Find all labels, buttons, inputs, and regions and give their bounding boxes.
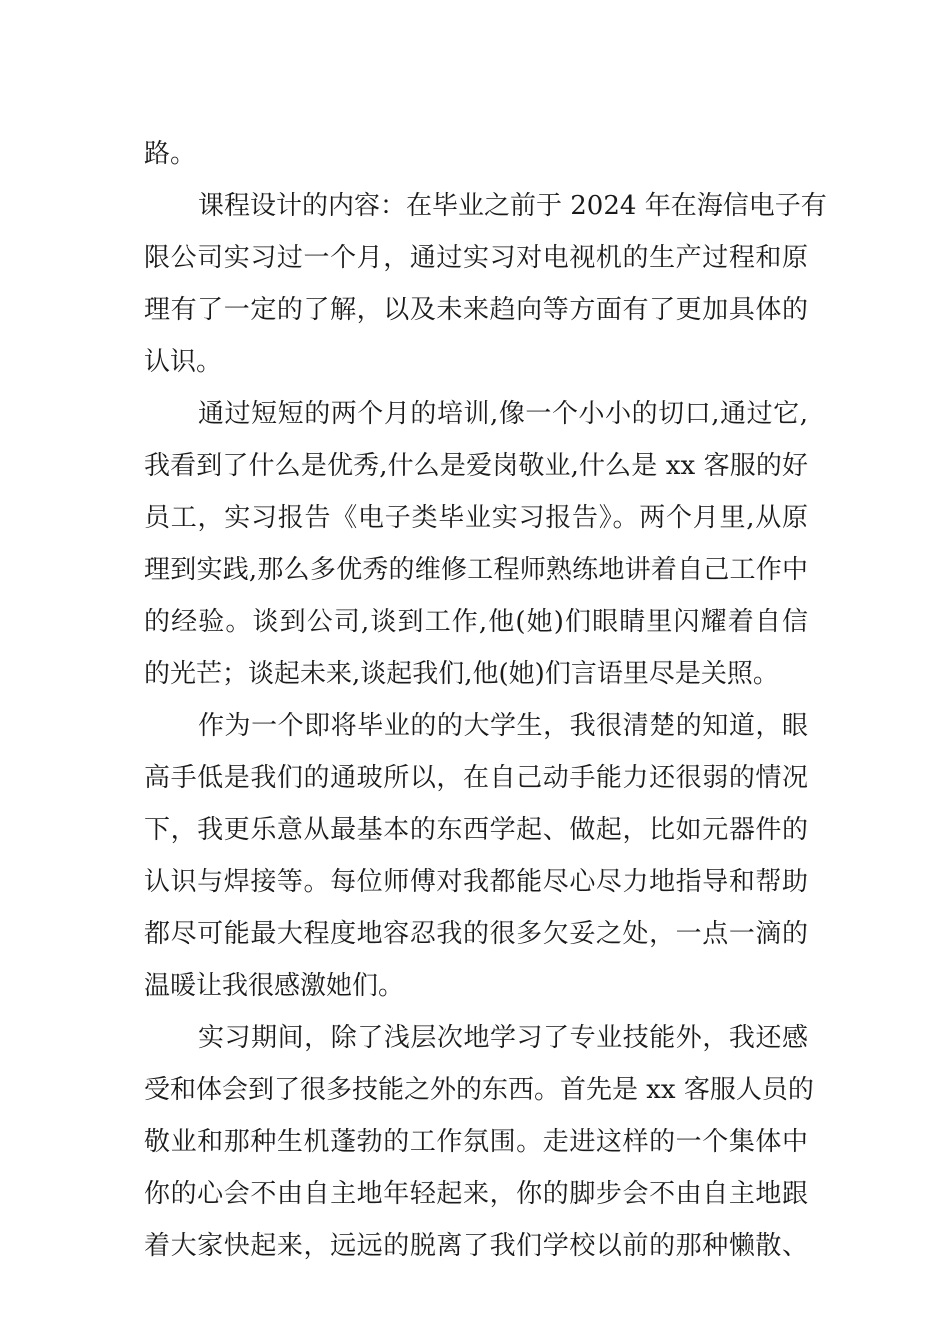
text-line: 高手低是我们的通玻所以，在自己动手能力还很弱的情况 (144, 763, 808, 793)
text-line: 你的心会不由自主地年轻起来，你的脚步会不由自主地跟 (144, 1179, 808, 1209)
paragraph-3 (144, 388, 808, 700)
text-line: 理有了一定的了解，以及未来趋向等方面有了更加具体的 (144, 295, 808, 325)
text-line: 受和体会到了很多技能之外的东西。首先是 xx 客服人员的 (144, 1075, 814, 1105)
text-line: 理到实践,那么多优秀的维修工程师熟练地讲着自己工作中 (144, 555, 808, 585)
text-line: 敬业和那种生机蓬勃的工作氛围。走进这样的一个集体中 (144, 1127, 808, 1157)
paragraph-2 (144, 180, 827, 388)
paragraph-4 (144, 700, 808, 1012)
paragraph-5 (144, 1012, 814, 1272)
text-line: 都尽可能最大程度地容忍我的很多欠妥之处，一点一滴的 (144, 919, 808, 949)
text-line: 认识。 (144, 347, 223, 377)
text-line: 我看到了什么是优秀,什么是爱岗敬业,什么是 xx 客服的好 (144, 451, 808, 481)
text-line: 着大家快起来，远远的脱离了我们学校以前的那种懒散、 (144, 1231, 808, 1261)
text-line: 通过短短的两个月的培训,像一个小小的切口,通过它, (198, 399, 808, 429)
text-line: 的光芒；谈起未来,谈起我们,他(她)们言语里尽是关照。 (144, 659, 779, 689)
text-line: 的经验。谈到公司,谈到工作,他(她)们眼睛里闪耀着自信 (144, 607, 808, 637)
text-line: 员工，实习报告《电子类毕业实习报告》。两个月里,从原 (144, 503, 808, 533)
text-line: 实习期间，除了浅层次地学习了专业技能外，我还感 (198, 1023, 808, 1053)
paragraph-1 (144, 128, 808, 180)
text-line: 作为一个即将毕业的的大学生，我很清楚的知道，眼 (198, 711, 808, 741)
document-body (144, 128, 827, 1272)
text-line: 下，我更乐意从最基本的东西学起、做起，比如元器件的 (144, 815, 808, 845)
text-line: 路。 (144, 139, 197, 169)
text-line: 温暖让我很感激她们。 (144, 971, 405, 1001)
text-line: 认识与焊接等。每位师傅对我都能尽心尽力地指导和帮助 (144, 867, 808, 897)
text-line: 课程设计的内容：在毕业之前于 2024 年在海信电子有 (198, 191, 827, 221)
text-line: 限公司实习过一个月，通过实习对电视机的生产过程和原 (144, 243, 808, 273)
